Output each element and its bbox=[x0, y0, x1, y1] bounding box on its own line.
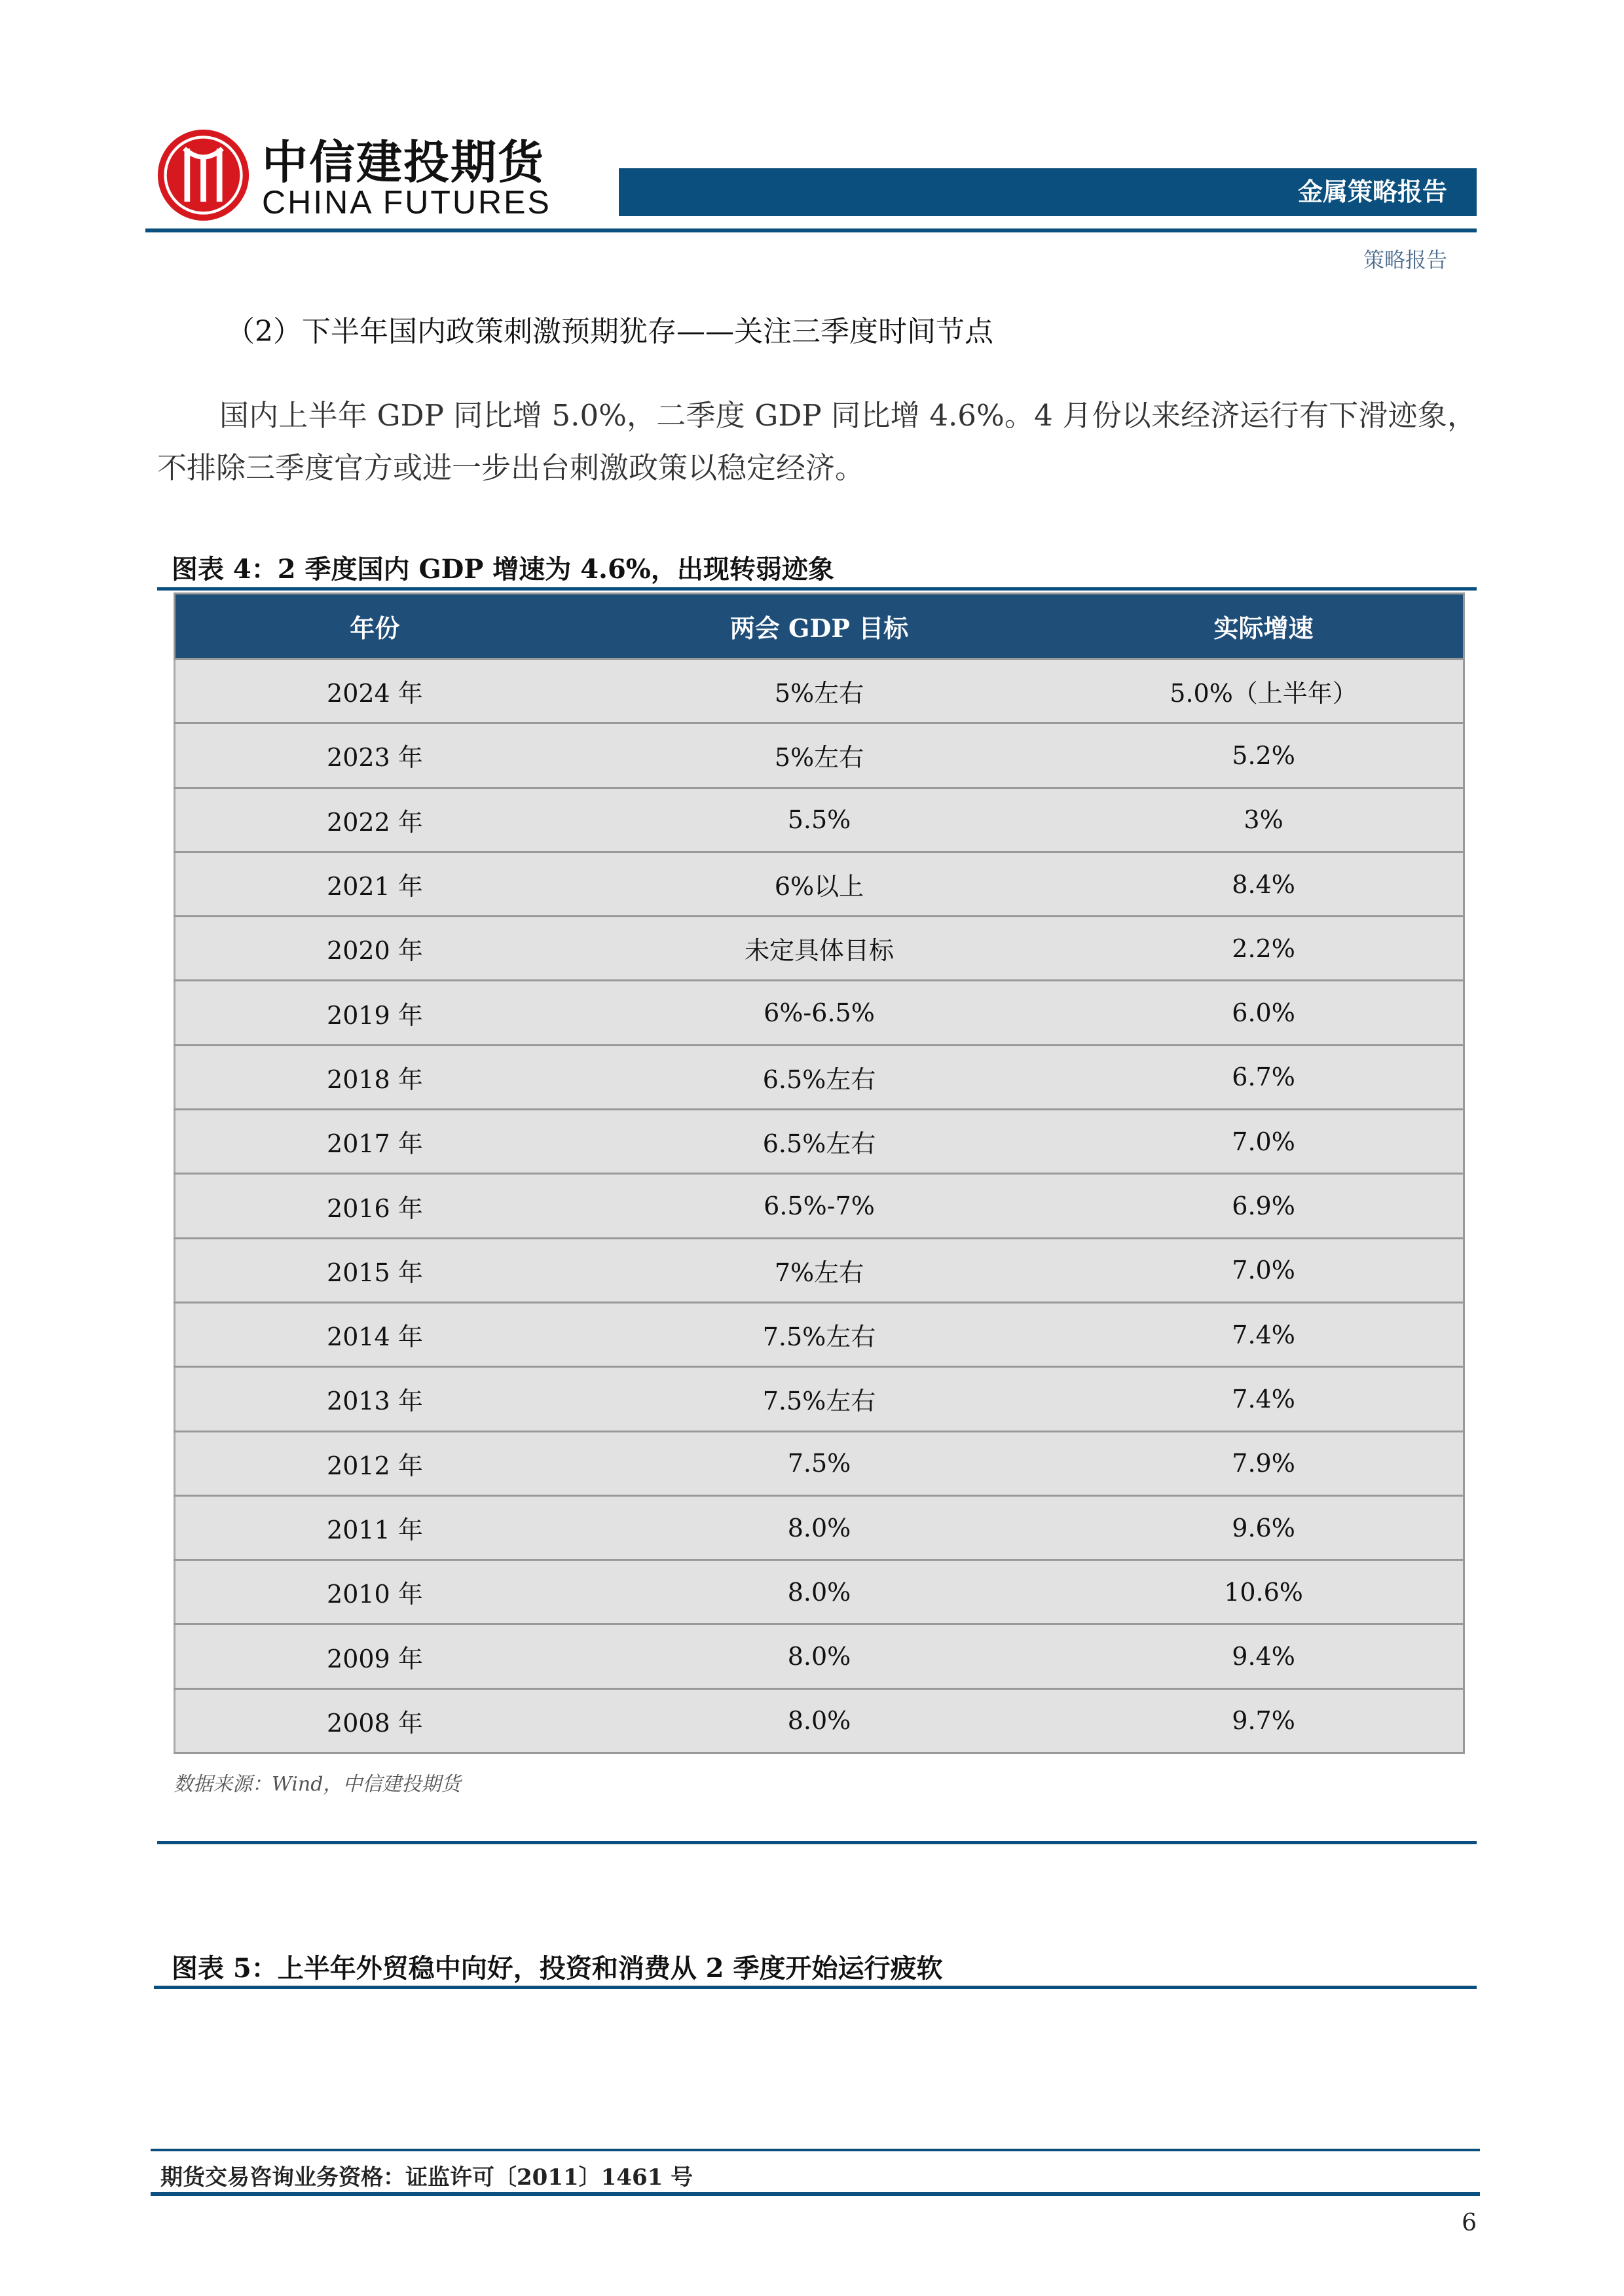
cell-target: 7.5% bbox=[574, 1431, 1064, 1495]
cell-year: 2017 年 bbox=[175, 1110, 574, 1174]
table-row bbox=[175, 917, 1464, 981]
table-row bbox=[175, 1560, 1464, 1624]
caption-divider bbox=[157, 587, 1477, 591]
caption-divider bbox=[154, 1986, 1477, 1989]
cell-target: 8.0% bbox=[574, 1495, 1064, 1559]
cell-actual: 9.4% bbox=[1064, 1624, 1464, 1688]
table-row bbox=[175, 1302, 1464, 1366]
cell-target: 8.0% bbox=[574, 1560, 1064, 1624]
brand-name-cn: 中信建投期货 bbox=[262, 136, 545, 189]
cell-actual: 6.9% bbox=[1064, 1174, 1464, 1238]
cell-year: 2016 年 bbox=[175, 1174, 574, 1238]
table-row bbox=[175, 1110, 1464, 1174]
figure5-caption: 图表 5：上半年外贸稳中向好，投资和消费从 2 季度开始运行疲软 bbox=[172, 1953, 943, 1984]
cell-year: 2008 年 bbox=[175, 1688, 574, 1753]
cell-target: 6.5%-7% bbox=[574, 1174, 1064, 1238]
cell-year: 2023 年 bbox=[175, 723, 574, 788]
cell-actual: 2.2% bbox=[1064, 917, 1464, 981]
col-header-actual: 实际增速 bbox=[1064, 594, 1464, 659]
figure4-caption: 图表 4：2 季度国内 GDP 增速为 4.6%，出现转弱迹象 bbox=[172, 554, 834, 585]
cell-actual: 6.0% bbox=[1064, 981, 1464, 1045]
cell-target: 5%左右 bbox=[574, 659, 1064, 723]
cell-year: 2024 年 bbox=[175, 659, 574, 723]
cell-actual: 7.4% bbox=[1064, 1302, 1464, 1366]
cell-year: 2020 年 bbox=[175, 917, 574, 981]
cell-target: 7%左右 bbox=[574, 1238, 1064, 1302]
cell-actual: 10.6% bbox=[1064, 1560, 1464, 1624]
cell-actual: 7.0% bbox=[1064, 1110, 1464, 1174]
table-row bbox=[175, 1045, 1464, 1109]
footer-qualification: 期货交易咨询业务资格：证监许可〔2011〕1461 号 bbox=[160, 2164, 693, 2191]
cell-target: 6%以上 bbox=[574, 852, 1064, 916]
cell-actual: 9.6% bbox=[1064, 1495, 1464, 1559]
footer-divider bbox=[151, 2149, 1480, 2151]
cell-year: 2012 年 bbox=[175, 1431, 574, 1495]
col-header-target: 两会 GDP 目标 bbox=[574, 594, 1064, 659]
company-logo bbox=[156, 128, 251, 223]
cell-year: 2011 年 bbox=[175, 1495, 574, 1559]
cell-target: 5%左右 bbox=[574, 723, 1064, 788]
report-type-banner: 金属策略报告 bbox=[619, 168, 1477, 216]
page-number: 6 bbox=[1462, 2210, 1477, 2236]
gdp-table bbox=[174, 592, 1465, 1754]
cell-actual: 7.0% bbox=[1064, 1238, 1464, 1302]
cell-year: 2019 年 bbox=[175, 981, 574, 1045]
table-row bbox=[175, 981, 1464, 1045]
divider bbox=[157, 1841, 1477, 1844]
cell-actual: 5.2% bbox=[1064, 723, 1464, 788]
cell-year: 2009 年 bbox=[175, 1624, 574, 1688]
cell-actual: 8.4% bbox=[1064, 852, 1464, 916]
cell-target: 8.0% bbox=[574, 1688, 1064, 1753]
cell-target: 7.5%左右 bbox=[574, 1302, 1064, 1366]
cell-actual: 7.4% bbox=[1064, 1367, 1464, 1431]
cell-year: 2014 年 bbox=[175, 1302, 574, 1366]
header-divider bbox=[145, 228, 1477, 232]
footer-divider bbox=[151, 2192, 1480, 2196]
body-paragraph: 国内上半年 GDP 同比增 5.0%，二季度 GDP 同比增 4.6%。4 月份以来经济运行有下滑迹象，不排除三季度官方或进一步出台刺激政策以稳定经济。 bbox=[157, 398, 1477, 485]
table-row bbox=[175, 659, 1464, 723]
cell-actual: 3% bbox=[1064, 788, 1464, 852]
section-heading: （2）下半年国内政策刺激预期犹存——关注三季度时间节点 bbox=[226, 315, 993, 348]
cell-target: 5.5% bbox=[574, 788, 1064, 852]
cell-target: 6.5%左右 bbox=[574, 1110, 1064, 1174]
cell-year: 2010 年 bbox=[175, 1560, 574, 1624]
cell-actual: 6.7% bbox=[1064, 1045, 1464, 1109]
cell-target: 未定具体目标 bbox=[574, 917, 1064, 981]
report-subtitle: 策略报告 bbox=[1363, 247, 1447, 272]
cell-year: 2021 年 bbox=[175, 852, 574, 916]
cell-year: 2018 年 bbox=[175, 1045, 574, 1109]
table-row bbox=[175, 1431, 1464, 1495]
cell-year: 2013 年 bbox=[175, 1367, 574, 1431]
cell-actual: 7.9% bbox=[1064, 1431, 1464, 1495]
table-row bbox=[175, 1367, 1464, 1431]
cell-year: 2022 年 bbox=[175, 788, 574, 852]
cell-target: 8.0% bbox=[574, 1624, 1064, 1688]
cell-actual: 5.0%（上半年） bbox=[1064, 659, 1464, 723]
table-row bbox=[175, 852, 1464, 916]
data-source: 数据来源：Wind，中信建投期货 bbox=[174, 1773, 461, 1796]
brand-name-en: CHINA FUTURES bbox=[262, 184, 551, 221]
cell-year: 2015 年 bbox=[175, 1238, 574, 1302]
cell-actual: 9.7% bbox=[1064, 1688, 1464, 1753]
cell-target: 6%-6.5% bbox=[574, 981, 1064, 1045]
cell-target: 7.5%左右 bbox=[574, 1367, 1064, 1431]
table-row bbox=[175, 1174, 1464, 1238]
table-row bbox=[175, 723, 1464, 788]
table-row bbox=[175, 1495, 1464, 1559]
table-row bbox=[175, 1238, 1464, 1302]
table-row bbox=[175, 1624, 1464, 1688]
table-row bbox=[175, 788, 1464, 852]
col-header-year: 年份 bbox=[175, 594, 574, 659]
table-header-row bbox=[175, 594, 1464, 659]
table-row bbox=[175, 1688, 1464, 1753]
cell-target: 6.5%左右 bbox=[574, 1045, 1064, 1109]
